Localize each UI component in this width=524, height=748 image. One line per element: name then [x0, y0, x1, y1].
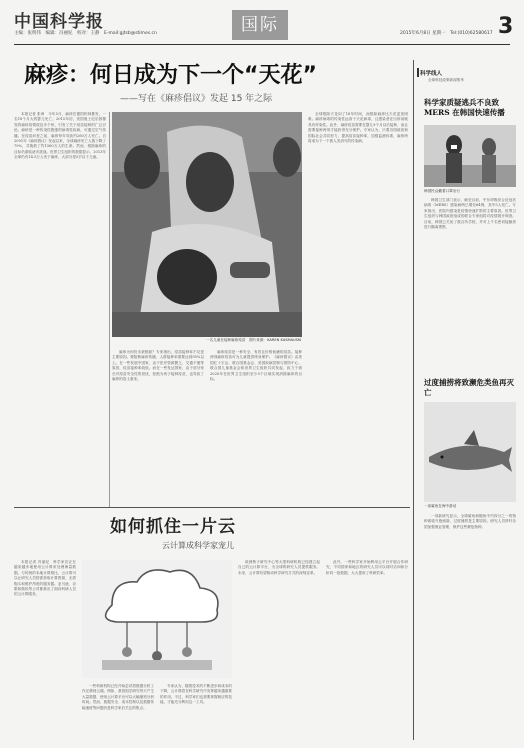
second-col-2	[82, 684, 154, 740]
header-rule	[14, 44, 510, 45]
main-col-1	[14, 112, 106, 507]
cloud-graphic	[82, 560, 232, 678]
second-col-4-text: 欧洲核子研究中心等大型科研机构已经建立起自己的云计算平台，为全球的研究人员提供服务。未来，云计算有望推动科学研究方式的深刻变革。	[238, 560, 320, 575]
second-col-5-text: 此外，一些科学家开始利用云平台开展合作研究，不同国家和地区的研究人员可以同时访问和分析同一批数据，大大提高了科研效率。	[326, 560, 408, 575]
second-col-2-text: 一些科研机构已经开始尝试将数据分析工作迁移到云端。例如，基因组学研究每天产生大量数据，使用云计算平台可以大幅缩短分析时间。然而，数据安全、成本控制以及数据传输速度等问题仍是科学家们关注的焦点。	[82, 684, 154, 710]
main-col-2	[112, 350, 204, 507]
sidebar-story1-headline: 科学家质疑逃兵不良致 MERS 在韩国快速传播	[424, 98, 505, 117]
main-col-4	[308, 112, 408, 507]
sidebar-tag-bar	[417, 68, 419, 77]
shark-photo-caption: 一条鲨鱼在海中游动	[424, 504, 457, 508]
sidebar-story1-text: 韩国卫生部门表示，截至目前，中东呼吸综合征冠状病毒（MERS）感染病例已增至64例，其中5人死亡。专家指出，医院内感染是疫情快速扩散的主要原因。世界卫生组织与韩国政府组成的联合专家组将对疫情展开调查。目前，韩国已关闭了数百所学校，并对上千名密切接触者进行隔离观察。	[424, 198, 516, 230]
sidebar-tag: 科学线人	[420, 71, 443, 77]
story-separator	[14, 507, 410, 508]
main-col-3	[210, 350, 302, 507]
main-photo	[112, 112, 302, 337]
second-col-4	[238, 560, 320, 740]
main-photo-caption: 一名儿童在接种麻疹疫苗 图片来源：KAREN KASMAUSKI	[206, 338, 302, 342]
cloud-illustration	[82, 560, 232, 678]
sidebar-story2-body	[424, 514, 516, 740]
page-number: 3	[498, 14, 514, 39]
shark-photo-graphic	[424, 402, 516, 502]
masthead: 中国科学报	[14, 12, 104, 32]
section-tab: 国际	[232, 10, 288, 40]
sidebar-story2-headline: 过度捕捞将致濒危类鱼再灭亡	[424, 378, 514, 397]
sidebar-story1-body	[424, 198, 516, 373]
second-col-1-text: 本报记者 冯丽妃 科学家们正在越来越多地使用云计算来处理海量数据。与传统的本地计算相比，云计算可以让研究人员按需获取计算资源，无需购买和维护昂贵的服务器。亚马逊、谷歌和微软等公司都推出了面向科研人员的云计算服务。	[14, 560, 76, 597]
second-col-3	[160, 684, 232, 740]
shark-photo	[424, 402, 516, 502]
main-col-1-text: 本报记者 张章 今年5月，麻疹在德国柏林暴发，一名18个月大的婴儿死亡。2015年初，美国迪士尼乐园暴发的麻疹疫情波及多个州，引发了关于疫苗接种的广泛讨论。麻疹是一种传染性极强的病毒性疾病，可通过空气传播。在疫苗问世之前，麻疹每年导致约260万人死亡。自2001年《麻疹倡议》发起以来，全球麻疹死亡人数下降了79%，共挽救了约1560万人的生命。然而，根除麻疹的目标仍面临诸多挑战。世界卫生组织的数据显示，2013年全球仍有14.5万人死于麻疹，大部分是5岁以下儿童。	[14, 112, 106, 160]
second-col-5	[326, 560, 408, 740]
second-col-1	[14, 560, 76, 740]
second-subhead: 云计算成科学家宠儿	[162, 541, 234, 550]
column-divider	[109, 112, 110, 507]
main-subhead: ——写在《麻疹倡议》发起 15 年之际	[120, 94, 273, 104]
main-col-2-text: 麻疹为何仍未被根除？专家指出，疫苗接种率不足是主要原因。要阻断麻疹传播，人群接种率需要达到95%以上。在一些发展中国家，由于医疗资源匮乏、交通不便等原因，疫苗接种率较低。而在一些发达国家，由于部分家长对疫苗安全性的担忧，拒绝为孩子接种疫苗，也导致了麻疹的卷土重来。	[112, 350, 204, 382]
vaccination-photo-graphic	[112, 112, 302, 337]
main-col-3-text: 麻疹疫苗是一种安全、有效且价格低廉的疫苗。接种两剂麻疹疫苗可为儿童提供终身保护。《麻疹倡议》由美国红十字会、联合国基金会、美国疾病控制与预防中心、联合国儿童基金会和世界卫生组织共同发起，致力于到2020年在世界卫生组织至少5个区域实现消除麻疹的目标。	[210, 350, 302, 382]
sidebar-photo	[424, 125, 516, 187]
sidebar-story2-text: 一项新研究显示，全球鲨鱼和鳐鱼中约四分之一的物种面临灭绝威胁，过度捕捞是主要原因。研究人员呼吁各国加强渔业管理，保护这些濒危物种。	[424, 514, 516, 529]
sidebar-photo-caption: 韩国民众戴着口罩出行	[424, 189, 460, 193]
street-photo-graphic	[424, 125, 516, 187]
main-headline: 麻疹：何日成为下一个“天花”	[24, 63, 317, 88]
masthead-subline: 主编：张明伟 编辑：冯丽妃 校对：王静 E-mail:gjtsb@stimes.cn	[14, 31, 157, 36]
second-headline: 如何抓住一片云	[110, 517, 236, 537]
second-col-3-text: 专家认为，随着技术的不断进步和成本的下降，云计算将在科学研究中发挥越来越重要的作用。不过，科学家们也需要掌握相应的技能，才能充分利用这一工具。	[160, 684, 232, 705]
sidebar-tag-sub: 全球科技政策新闻集萃	[428, 78, 464, 82]
issue-date: 2015年6月8日 星期一 Tel:(010)62580617	[400, 31, 493, 36]
main-col-4-text: 全球根除天花用了18年时间，而根除麻疹比天花更加困难。麻疹病毒的传染性远高于天花病毒，且感染者在出疹前就具有传染性。此外，麻疹疫苗需要在婴儿9个月以后接种，而且需要接种两剂才能获得充分保护。专家认为，只要各国政府和国际社会共同努力，提高疫苗接种率，加强监测体系，麻疹终将成为下一个被人类消灭的传染病。	[308, 112, 408, 144]
sidebar-divider	[413, 60, 414, 740]
page-header	[0, 0, 524, 50]
